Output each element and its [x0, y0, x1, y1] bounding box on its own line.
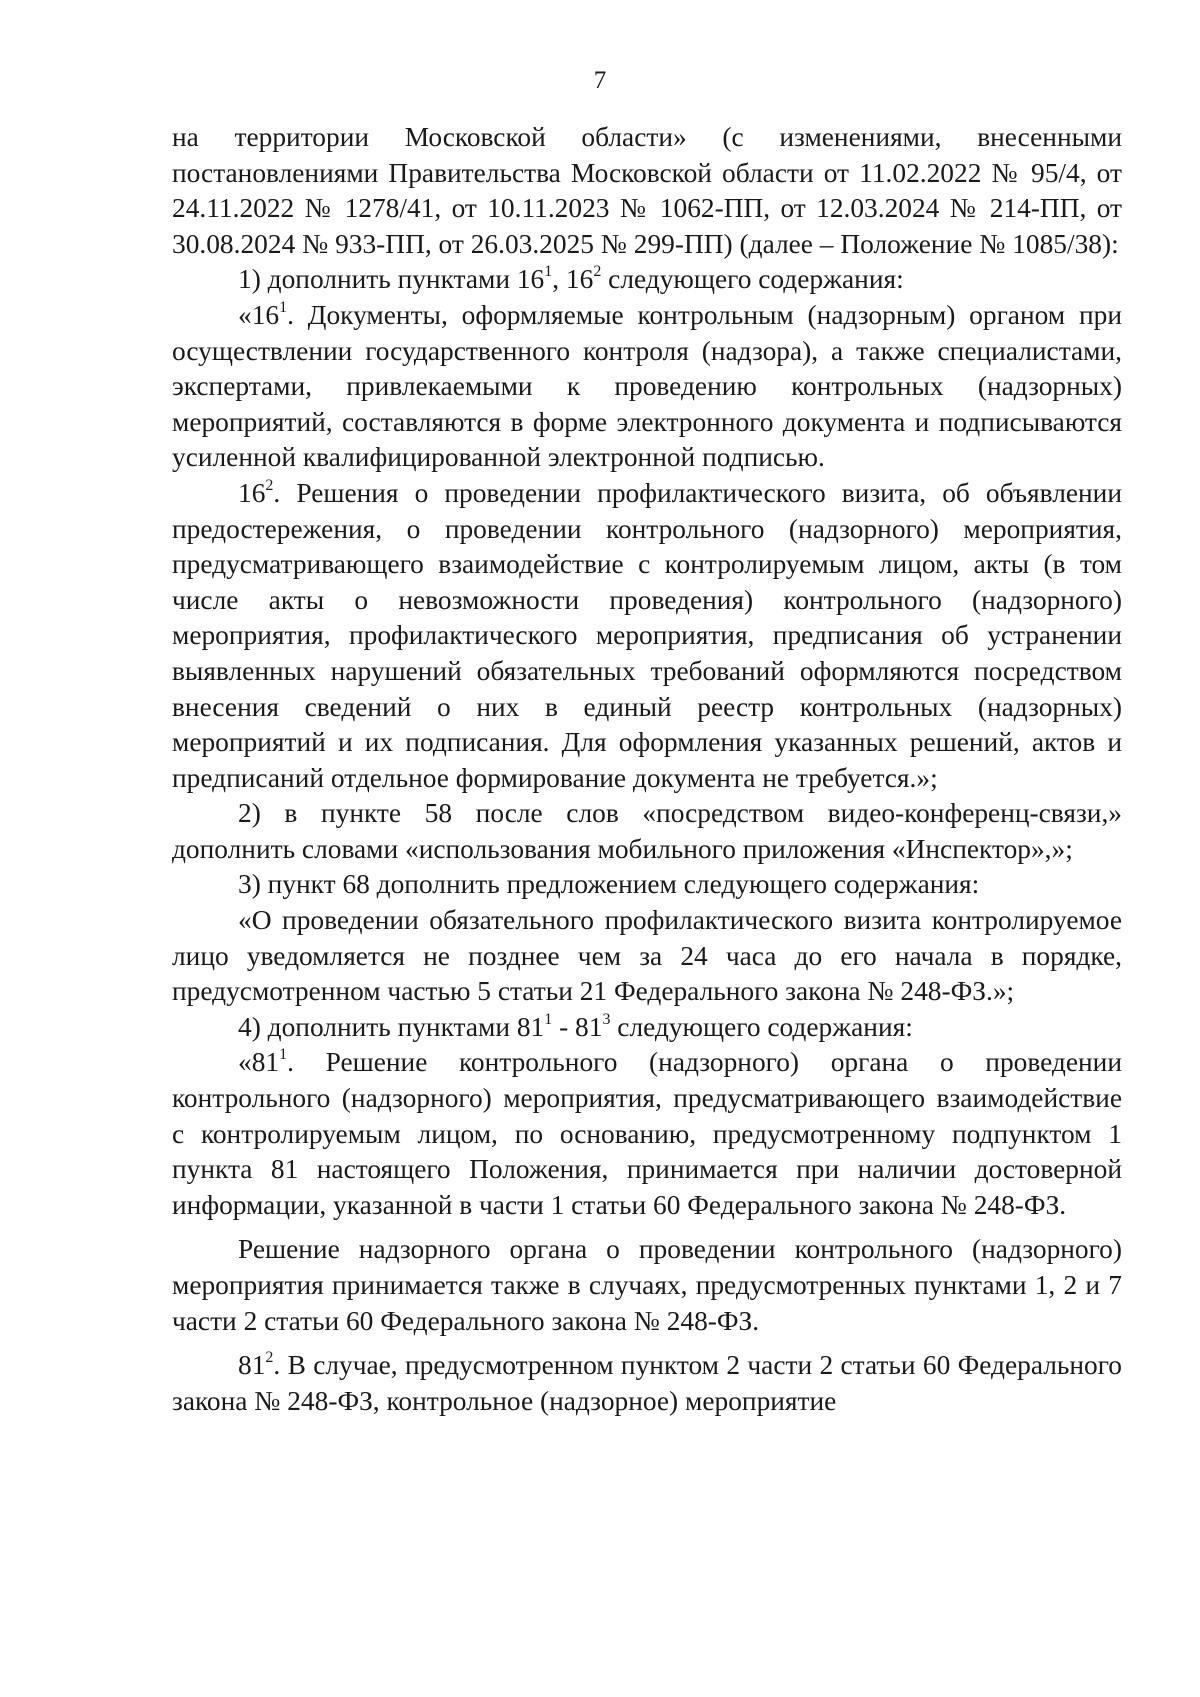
paragraph-item-1: 1) дополнить пунктами $16^1$, $16^2$ следующего содержания: — [238, 263, 904, 295]
paragraph-intro: на территории Московской области» (с изменениями, внесенными постановлениями Правительства Московской области от 11.02.2022 № 95/4, от 24.11.2022 № 1278/41, от 10.11.2023 № 1062-ПП, от 12.03.2024 № 214-ПП, от 30.08.2024 № 933-ПП, от 26.03.2025 № 299-ПП) (далее – Положение № 1085/38): — [172, 122, 1122, 259]
paragraph-item-3: 3) пункт 68 дополнить предложением следующего содержания: — [238, 869, 980, 900]
paragraph-81-2: $81^2$. В случае, предусмотренном пунктом 2 части 2 статьи 60 Федерального закона № 248-ФЗ, контрольное (надзорное) мероприятие — [172, 1349, 1122, 1416]
paragraph-16-2: $16^2$. Решения о проведении профилактического визита, об объявлении предостережения, о проведении контрольного (надзорного) мероприятия, предусматривающего взаимодействие с контролируемым лицом, акты (в том числе акты о невозможности проведения) контрольного (надзорного) мероприятия, профилактического мероприятия, предписания об устранении выявленных нарушений обязательных требований оформляются посредством внесения сведений о них в единый реестр контрольных (надзорных) мероприятий и их подписания. Для оформления указанных решений, актов и предписаний отдельное формирование документа не требуется.»; — [172, 476, 1122, 793]
paragraph-item-4: 4) дополнить пунктами $81^1 - 81^3$ следующего содержания: — [238, 1010, 913, 1042]
paragraph-item-2: 2) в пункте 58 после слов «посредством видео-конференц-связи,» дополнить словами «использования мобильного приложения «Инспектор»,»; — [172, 798, 1122, 864]
page-number: 7 — [593, 67, 607, 94]
document-body — [172, 120, 1122, 1419]
paragraph-81-1: «$81^1$. Решение контрольного (надзорного) органа о проведении контрольного (надзорного) мероприятия, предусматривающего взаимодействие с контролируемым лицом, по основанию, предусмотренному подпунктом 1 пункта 81 настоящего Положения, принимается при наличии достоверной информации, указанной в части 1 статьи 60 Федерального закона № 248-ФЗ. — [172, 1046, 1122, 1220]
paragraph-81-1-continued: Решение надзорного органа о проведении контрольного (надзорного) мероприятия принимается также в случаях, предусмотренных пунктами 1, 2 и 7 части 2 статьи 60 Федерального закона № 248-ФЗ. — [172, 1234, 1122, 1336]
paragraph-item-3-quote: «О проведении обязательного профилактического визита контролируемое лицо уведомляется не позднее чем за 24 часа до его начала в порядке, предусмотренном частью 5 статьи 21 Федерального закона № 248-ФЗ.»; — [172, 905, 1122, 1007]
paragraph-16-1: «$16^1$. Документы, оформляемые контрольным (надзорным) органом при осуществлении государственного контроля (надзора), а также специалистами, экспертами, привлекаемыми к проведению контрольных (надзорных) мероприятий, составляются в форме электронного документа и подписываются усиленной квалифицированной электронной подписью. — [172, 298, 1122, 473]
